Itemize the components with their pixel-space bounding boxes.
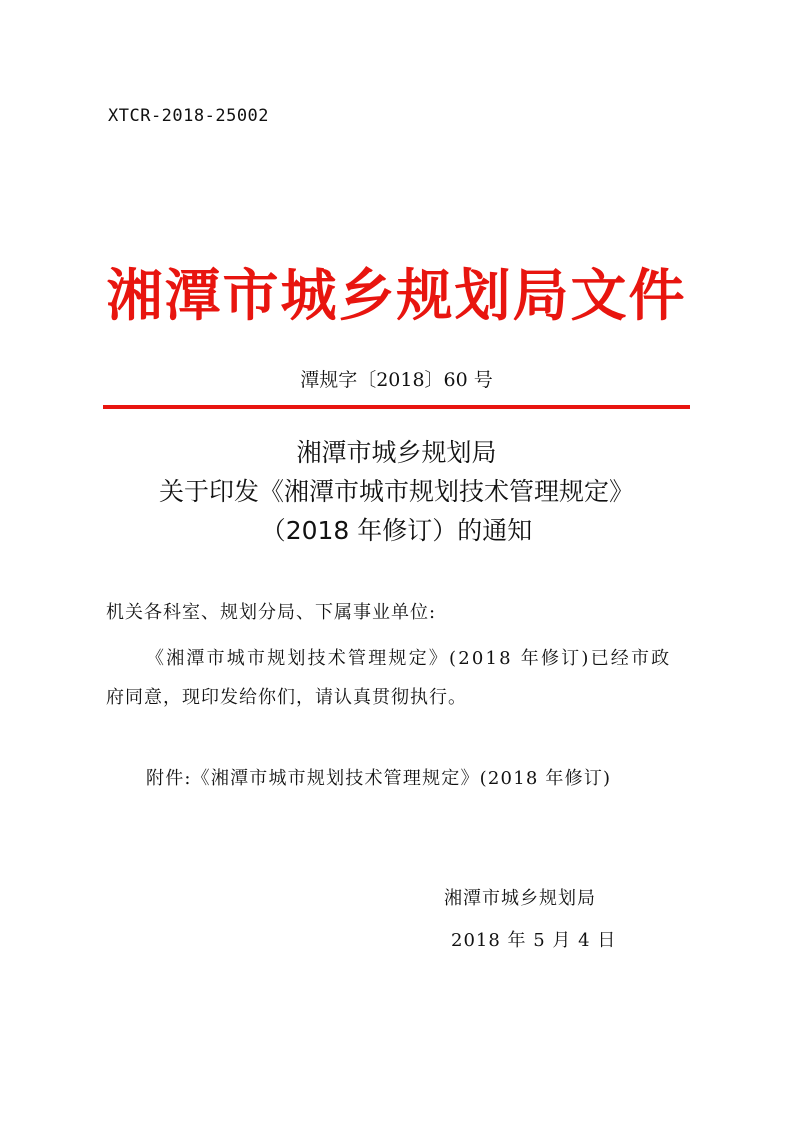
document-number: 潭规字〔2018〕60 号 — [300, 369, 493, 391]
title-line-3: （2018 年修订）的通知 — [260, 516, 533, 545]
signature-date: 2018 年 5 月 4 日 — [451, 930, 617, 951]
masthead-title: 湘潭市城乡规划局文件 — [106, 264, 687, 329]
notice-title — [0, 433, 793, 550]
title-line-1: 湘潭市城乡规划局 — [296, 438, 497, 467]
salutation: 机关各科室、规划分局、下属事业单位: — [106, 602, 437, 623]
red-separator-line — [103, 405, 690, 409]
title-line-2: 关于印发《湘潭市城市规划技术管理规定》 — [158, 477, 634, 506]
body-paragraph-line-1: 《湘潭市城市规划技术管理规定》(2018 年修订)已经市政 — [146, 648, 672, 669]
signature-organization: 湘潭市城乡规划局 — [444, 888, 596, 909]
document-code: XTCR-2018-25002 — [108, 106, 270, 126]
body-paragraph-line-2: 府同意，现印发给你们，请认真贯彻执行。 — [106, 687, 467, 708]
attachment-note: 附件:《湘潭市城市规划技术管理规定》(2018 年修订) — [146, 768, 612, 789]
